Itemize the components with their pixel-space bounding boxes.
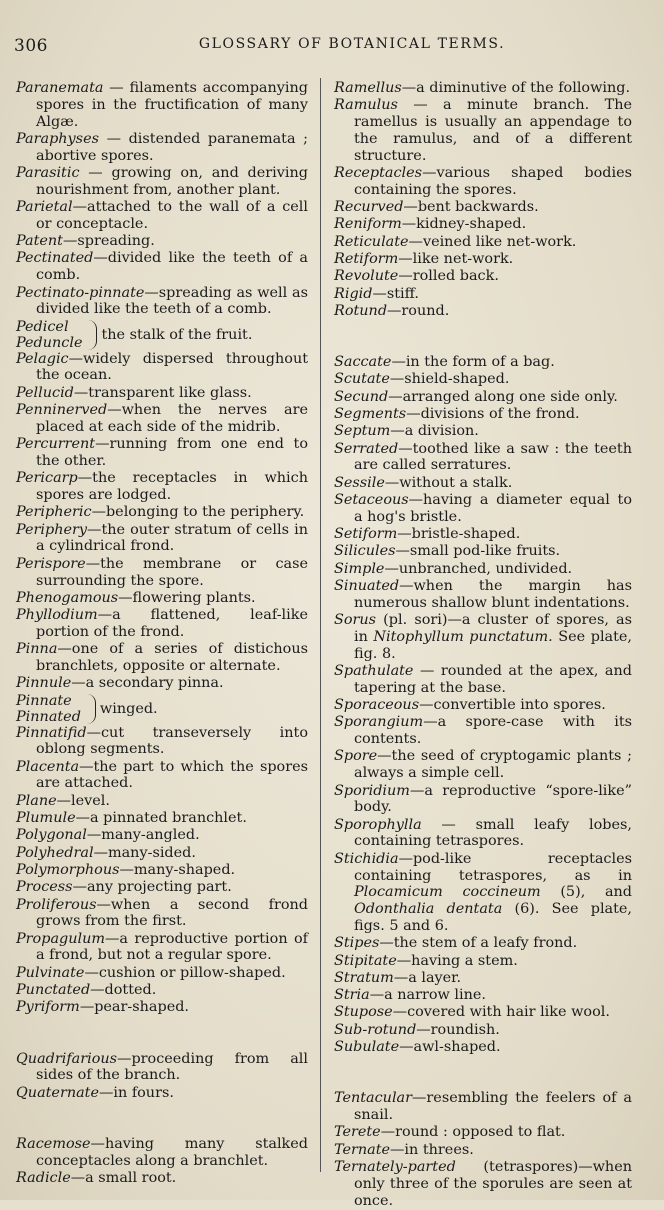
entry-term: Setaceous [334, 492, 409, 509]
right-column [334, 80, 632, 1210]
glossary-entry [16, 80, 308, 130]
entry-definition: —kidney-shaped. [401, 216, 527, 233]
glossary-entry [16, 810, 308, 827]
entry-term: Paraphyses [16, 130, 99, 147]
entry-term: Silicules [334, 543, 396, 560]
entry-definition: —running from one end to the other. [36, 436, 308, 469]
entry-term: Pinna [16, 641, 58, 658]
entry-term: Radicle [16, 1170, 71, 1187]
entry-term: Pinnule [16, 675, 72, 692]
entry-term: Spathulate [334, 663, 414, 679]
braced-terms [16, 693, 81, 725]
entry-term: Perispore [16, 555, 86, 572]
entry-definition: —having many stalked conceptacles along a branchlet. [36, 1136, 308, 1169]
entry-definition: —bristle-shaped. [397, 526, 521, 543]
glossary-entry [334, 663, 632, 697]
entry-term: Sporophylla [334, 816, 422, 833]
entry-term: Subulate [334, 1039, 400, 1056]
glossary-entry [334, 935, 632, 952]
entry-term: Pectinato-pinnate [16, 284, 145, 301]
section-gap [334, 320, 632, 354]
glossary-entry [334, 1090, 632, 1124]
entry-definition: —awl-shaped. [399, 1039, 501, 1056]
glossary-entry [334, 526, 632, 543]
glossary-entry [16, 1136, 308, 1170]
entry-definition: —having a stem. [396, 952, 518, 969]
entry-definition: —in fours. [98, 1084, 174, 1101]
entry-definition: — a minute branch. The ramellus is usually an appendage to the ramulus, and of a different structure. [354, 97, 632, 164]
page-header [14, 36, 650, 58]
species-name: Plocamicum coccineum [354, 884, 541, 901]
entry-term: Pulvinate [16, 964, 85, 981]
braced-entry [16, 319, 308, 351]
entry-term: Receptacles [334, 164, 423, 181]
entry-term: Pinnatifid [16, 724, 87, 741]
entry-definition: — rounded at the apex, and tapering at the base. [354, 663, 632, 696]
running-title: GLOSSARY OF BOTANICAL TERMS. [198, 36, 506, 52]
entry-definition: —cut transeversely into oblong segments. [36, 724, 308, 758]
entry-term: Pinnated [16, 708, 81, 725]
left-column [16, 80, 308, 1187]
glossary-entry [334, 1022, 632, 1039]
entry-term: Penninerved [16, 402, 108, 419]
glossary-entry [16, 131, 308, 165]
entry-definition: —proceeding from all sides of the branch. [36, 1050, 308, 1084]
entry-definition: —unbranched, undivided. [384, 560, 573, 577]
entry-term: Serrated [334, 440, 399, 457]
entry-term: Proliferous [16, 896, 97, 913]
entry-term: Ramellus [334, 80, 402, 96]
glossary-entry [334, 286, 632, 303]
glossary-entry [16, 793, 308, 810]
entry-definition: —a reproductive “spore-like” body. [354, 782, 632, 816]
glossary-entry [16, 590, 308, 607]
column-divider [320, 78, 321, 1172]
entry-definition: —a division. [390, 423, 479, 440]
entry-term: Terete [334, 1124, 381, 1141]
glossary-entry [334, 851, 632, 935]
glossary-entry [16, 285, 308, 319]
entry-definition: —flowering plants. [118, 589, 256, 606]
entry-definition: —a layer. [393, 969, 462, 986]
entry-term: Pinnate [16, 692, 72, 709]
glossary-entry [334, 714, 632, 748]
entry-definition: —round : opposed to flat. [380, 1124, 566, 1141]
glossary-entry [16, 385, 308, 402]
entry-term: Sinuated [334, 578, 400, 595]
entry-definition: —arranged along one side only. [388, 388, 618, 405]
glossary-entry [334, 817, 632, 851]
glossary-entry [16, 759, 308, 793]
entry-term: Phyllodium [16, 607, 98, 624]
entry-term: Retiform [334, 250, 399, 267]
glossary-entry [16, 607, 308, 641]
entry-definition: —spreading. [62, 233, 155, 250]
entry-term: Sorus [334, 612, 377, 629]
entry-term: Peripheric [16, 504, 92, 521]
entry-definition: —a reproductive portion of a frond, but not a regular spore. [36, 930, 308, 964]
entry-definition: —divided like the teeth of a comb. [36, 250, 308, 284]
entry-term: Secund [334, 388, 389, 405]
entry-definition: —many-angled. [86, 827, 200, 844]
glossary-entry [334, 80, 632, 97]
entry-definition: — distended paranemata ; abortive spores. [36, 130, 308, 164]
entry-term: Quadrifarious [16, 1050, 118, 1067]
entry-definition: —small pod-like fruits. [395, 543, 561, 560]
glossary-entry [334, 199, 632, 216]
glossary-entry [334, 441, 632, 475]
glossary-entry [334, 354, 632, 371]
entry-term: Ternately-parted [334, 1159, 456, 1176]
glossary-entry [334, 268, 632, 285]
entry-term: Placenta [16, 758, 80, 775]
entry-definition: —level. [56, 792, 110, 809]
entry-term: Saccate [334, 354, 392, 371]
entry-definition: —attached to the wall of a cell or conceptacle. [36, 199, 308, 232]
section-gap [16, 1017, 308, 1051]
entry-definition: (5), and [540, 884, 633, 901]
entry-definition: —spreading as well as divided like the teeth of a comb. [36, 284, 308, 318]
glossary-entry [334, 406, 632, 423]
entry-term: Stupose [334, 1004, 393, 1021]
entry-definition: — growing on, and deriving nourishment from, another plant. [36, 164, 308, 198]
entry-term: Parasitic [16, 164, 80, 181]
entry-term: Pellucid [16, 384, 74, 401]
entry-definition: —convertible into spores. [419, 697, 606, 714]
entry-definition: —divisions of the frond. [406, 406, 580, 423]
glossary-entry [334, 783, 632, 817]
entry-term: Reticulate [334, 233, 409, 250]
glossary-entry [334, 97, 632, 164]
entry-definition: —roundish. [416, 1021, 500, 1038]
entry-definition: —stiff. [372, 285, 419, 302]
entry-definition: — small leafy lobes, containing tetraspores. [354, 816, 632, 850]
glossary-entry [334, 216, 632, 233]
entry-definition: —many-shaped. [119, 861, 236, 878]
entry-term: Plane [16, 792, 57, 809]
entry-definition: —the part to which the spores are attached. [36, 758, 308, 792]
entry-term: Setiform [334, 526, 398, 543]
glossary-entry [16, 641, 308, 675]
entry-definition: —bent backwards. [403, 199, 539, 216]
entry-definition: —pear-shaped. [79, 999, 190, 1016]
glossary-entry [334, 953, 632, 970]
glossary-entry [334, 970, 632, 987]
entry-term: Propagulum [16, 930, 106, 947]
entry-term: Septum [334, 423, 391, 440]
glossary-entry [16, 675, 308, 692]
entry-term: Stipitate [334, 952, 397, 969]
section-gap [16, 1102, 308, 1136]
entry-term: Segments [334, 406, 407, 423]
entry-term: Phenogamous [16, 589, 119, 606]
entry-term: Stratum [334, 969, 394, 986]
glossary-entry [334, 612, 632, 662]
glossary-entry [334, 748, 632, 782]
entry-term: Polygonal [16, 827, 87, 844]
entry-term: Reniform [334, 216, 402, 233]
glossary-entry [16, 845, 308, 862]
entry-definition: —the outer stratum of cells in a cylindrical frond. [36, 521, 308, 555]
glossary-entry [334, 389, 632, 406]
entry-term: Sessile [334, 474, 385, 491]
entry-term: Racemose [16, 1136, 91, 1153]
entry-term: Peduncle [16, 334, 83, 351]
glossary-entry [334, 234, 632, 251]
entry-term: Parietal [16, 199, 73, 216]
entry-term: Sub-rotund [334, 1021, 417, 1038]
glossary-entry [334, 475, 632, 492]
glossary-entry [16, 402, 308, 436]
entry-term: Rigid [334, 285, 373, 302]
entry-term: Revolute [334, 268, 399, 285]
entry-definition: —widely dispersed throughout the ocean. [36, 350, 308, 384]
glossary-entry [334, 303, 632, 320]
glossary-entry [16, 879, 308, 896]
entry-definition: —any projecting part. [72, 879, 232, 896]
entry-term: Recurved [334, 199, 404, 216]
glossary-entry [16, 556, 308, 590]
entry-definition: —veined like net-work. [408, 233, 577, 250]
glossary-entry [16, 1085, 308, 1102]
glossary-entry [16, 1051, 308, 1085]
glossary-entry [16, 351, 308, 385]
glossary-entry [16, 165, 308, 199]
entry-term: Scutate [334, 371, 390, 388]
glossary-entry [334, 371, 632, 388]
glossary-entry [16, 233, 308, 250]
entry-term: Ternate [334, 1141, 391, 1158]
entry-term: Sporangium [334, 714, 424, 731]
page-number: 306 [14, 36, 48, 56]
entry-term: Plumule [16, 810, 76, 827]
section-gap [334, 1056, 632, 1090]
entry-definition: —various shaped bodies containing the spores. [354, 164, 632, 198]
glossary-entry [16, 522, 308, 556]
entry-term: Quaternate [16, 1084, 99, 1101]
glossary-entry [16, 931, 308, 965]
entry-term: Periphery [16, 521, 88, 538]
entry-term: Polymorphous [16, 861, 120, 878]
entry-term: Rotund [334, 302, 388, 319]
entry-definition: —resembling the feelers of a snail. [354, 1090, 632, 1124]
entry-term: Paranemata [16, 80, 104, 96]
glossary-entry [16, 897, 308, 931]
entry-term: Sporidium [334, 782, 410, 799]
glossary-entry [16, 982, 308, 999]
entry-definition: —round. [387, 302, 450, 319]
entry-definition: winged. [99, 700, 158, 717]
entry-definition: —without a stalk. [384, 474, 513, 491]
species-name: Nitophyllum punctatum. [373, 628, 553, 645]
entry-definition: —transparent like glass. [73, 384, 252, 401]
glossary-entry [334, 1142, 632, 1159]
glossary-entry [334, 543, 632, 560]
entry-term: Tentacular [334, 1090, 413, 1107]
entry-definition: —when a second frond grows from the first. [36, 896, 308, 930]
entry-definition: the stalk of the fruit. [101, 326, 253, 343]
entry-definition: —the seed of cryptogamic plants ; always a simple cell. [354, 748, 632, 782]
entry-definition: —cushion or pillow-shaped. [84, 964, 286, 981]
entry-term: Punctated [16, 982, 91, 999]
glossary-entry [334, 1124, 632, 1141]
glossary-entry [334, 561, 632, 578]
entry-definition: (pl. sori)—a cluster of spores, as in [354, 612, 632, 645]
entry-term: Process [16, 879, 73, 896]
entry-definition: —the membrane or case surrounding the spore. [36, 555, 308, 589]
entry-definition: —pod-like receptacles containing tetraspores, as in [354, 850, 632, 884]
entry-term: Simple [334, 560, 385, 577]
curly-brace [88, 320, 97, 350]
entry-definition: — filaments accompanying spores in the fructification of many Algæ. [36, 80, 308, 130]
glossary-entry [16, 965, 308, 982]
glossary-entry [334, 578, 632, 612]
glossary-entry [334, 165, 632, 199]
braced-terms [16, 319, 82, 351]
entry-term: Sporaceous [334, 697, 420, 714]
glossary-entry [16, 199, 308, 233]
entry-definition: —toothed like a saw : the teeth are called serratures. [354, 440, 632, 474]
entry-definition: —rolled back. [398, 268, 499, 285]
entry-definition: —shield-shaped. [389, 371, 510, 388]
glossary-entry [16, 470, 308, 504]
entry-definition: —one of a series of distichous branchlets, opposite or alternate. [36, 641, 308, 674]
entry-definition: —belonging to the periphery. [91, 504, 305, 521]
glossary-entry [16, 1170, 308, 1187]
entry-term: Percurrent [16, 436, 96, 453]
glossary-entry [16, 999, 308, 1016]
entry-definition: —a diminutive of the following. [401, 80, 631, 96]
glossary-entry [16, 827, 308, 844]
entry-definition: —a pinnated branchlet. [75, 810, 247, 827]
glossary-entry [334, 987, 632, 1004]
glossary-entry [334, 492, 632, 526]
glossary-entry [334, 1159, 632, 1209]
entry-definition: —when the nerves are placed at each side of the midrib. [36, 402, 308, 435]
entry-definition: (tetraspores)—when only three of the sporules are seen at once. [354, 1159, 632, 1209]
entry-term: Pyriform [16, 999, 80, 1016]
entry-definition: (6). See plate, figs. 5 and 6. [354, 901, 632, 934]
braced-entry [16, 693, 308, 725]
entry-definition: —when the margin has numerous shallow blunt indentations. [354, 578, 632, 611]
entry-term: Stipes [334, 935, 380, 952]
glossary-entry [16, 862, 308, 879]
entry-term: Pedicel [16, 318, 69, 335]
entry-definition: —dotted. [90, 982, 157, 999]
entry-definition: —a secondary pinna. [71, 675, 224, 692]
entry-definition: —covered with hair like wool. [392, 1004, 610, 1021]
entry-definition: —a spore-case with its contents. [354, 714, 632, 748]
entry-definition: —a small root. [70, 1170, 177, 1187]
entry-term: Pectinated [16, 250, 94, 267]
entry-definition: —many-sided. [93, 844, 196, 861]
entry-definition: —in the form of a bag. [391, 354, 555, 371]
entry-definition: —a flattened, leaf-like portion of the frond. [36, 607, 308, 640]
glossary-entry [334, 423, 632, 440]
entry-definition: See plate, fig. 8. [354, 628, 632, 662]
entry-term: Polyhedral [16, 844, 94, 861]
entry-definition: —having a diameter equal to a hog's bristle. [354, 492, 632, 525]
glossary-entry [334, 1004, 632, 1021]
glossary-entry [16, 725, 308, 759]
curly-brace [87, 694, 96, 724]
entry-definition: —in threes. [390, 1141, 474, 1158]
entry-term: Stichidia [334, 850, 399, 867]
entry-definition: —the receptacles in which spores are lodged. [36, 470, 308, 504]
entry-term: Pericarp [16, 470, 78, 487]
glossary-entry [16, 250, 308, 284]
entry-definition: —a narrow line. [369, 987, 486, 1004]
glossary-entry [334, 1039, 632, 1056]
entry-term: Patent [16, 233, 63, 250]
glossary-entry [16, 436, 308, 470]
glossary-entry [334, 251, 632, 268]
entry-definition: —the stem of a leafy frond. [379, 935, 578, 952]
glossary-entry [334, 697, 632, 714]
entry-definition: —like net-work. [398, 250, 514, 267]
entry-term: Pelagic [16, 350, 69, 367]
entry-term: Ramulus [334, 97, 398, 114]
entry-term: Stria [334, 987, 370, 1004]
species-name: Odonthalia dentata [354, 901, 503, 918]
entry-term: Spore [334, 748, 378, 765]
glossary-entry [16, 504, 308, 521]
